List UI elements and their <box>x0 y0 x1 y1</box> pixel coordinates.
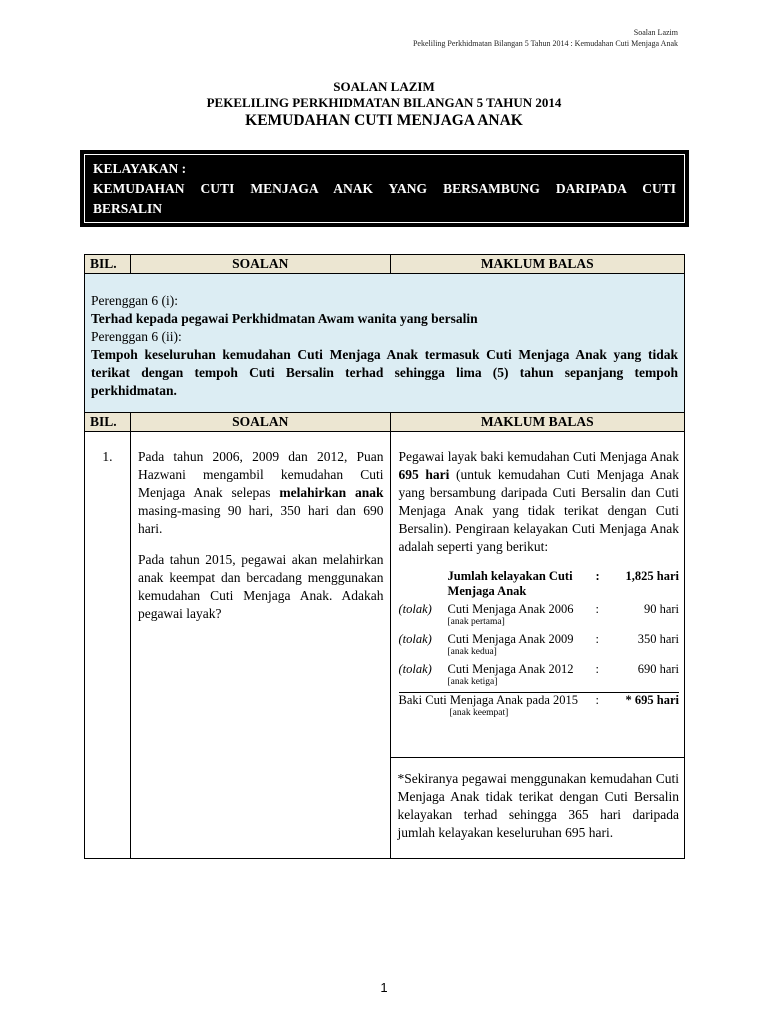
question-emphasis: melahirkan anak <box>279 485 384 500</box>
para2-label: Perenggan 6 (ii): <box>91 329 182 344</box>
calc-colon: : <box>595 632 599 646</box>
calc-prefix: (tolak) <box>398 632 432 646</box>
calc-deduction-value: 350 hari <box>637 632 679 646</box>
header-bil-2: BIL. <box>85 413 131 432</box>
question-paragraph-1: Pada tahun 2006, 2009 dan 2012, Puan Hazwani mengambil kemudahan Cuti Menjaga Anak selepas melahirkan anak masing-masing 90 hari, 350 hari dan 690 hari. <box>137 449 384 536</box>
running-header-title: Soalan Lazim <box>633 28 678 37</box>
header-soalan-2: SOALAN <box>130 413 390 432</box>
calc-colon: : <box>595 569 600 583</box>
eligibility-heading: KELAYAKAN : <box>93 161 187 176</box>
para2-text: Tempoh keseluruhan kemudahan Cuti Menjaga Anak termasuk Cuti Menjaga Anak yang tidak terikat dengan tempoh Cuti Bersalin terhad sehingga lima (5) tahun sepanjang tempoh perkhidmatan. <box>91 347 678 398</box>
calc-deduction-label: Cuti Menjaga Anak 2006 [anak pertama] <box>447 602 574 627</box>
calc-deduction-row <box>399 662 679 692</box>
calc-balance-value: * 695 hari <box>625 693 679 707</box>
table-header-row <box>85 255 685 274</box>
para1-text: Terhad kepada pegawai Perkhidmatan Awam wanita yang bersalin <box>91 311 478 326</box>
doc-title-line2: PEKELILING PERKHIDMATAN BILANGAN 5 TAHUN 2014 <box>206 95 562 110</box>
calc-total-row <box>399 569 679 602</box>
calc-total-label: Jumlah kelayakan Cuti Menjaga Anak <box>447 569 573 598</box>
running-header-subtitle: Pekeliling Perkhidmatan Bilangan 5 Tahun 2014 : Kemudahan Cuti Menjaga Anak <box>412 39 678 48</box>
calculation-block <box>399 569 679 724</box>
calc-total-value: 1,825 hari <box>625 569 679 583</box>
header-maklum-balas-2: MAKLUM BALAS <box>390 413 684 432</box>
calc-deduction-value: 90 hari <box>643 602 679 616</box>
answer-emphasis: 695 hari <box>398 467 450 482</box>
header-maklum-balas: MAKLUM BALAS <box>390 255 684 274</box>
table-header-row-2 <box>85 413 685 432</box>
doc-title-line3: KEMUDAHAN CUTI MENJAGA ANAK <box>245 112 523 129</box>
calc-prefix: (tolak) <box>398 662 432 676</box>
eligibility-text-line1: KEMUDAHAN CUTI MENJAGA ANAK YANG BERSAMBUNG DARIPADA CUTI <box>93 181 676 196</box>
para1-label: Perenggan 6 (i): <box>91 293 178 308</box>
calc-colon: : <box>595 602 599 616</box>
page-number: 1 <box>380 980 388 995</box>
calc-deduction-row <box>399 602 679 632</box>
info-cell <box>85 274 685 413</box>
table-row <box>85 432 685 859</box>
calc-deduction-row <box>399 632 679 662</box>
calc-deduction-label: Cuti Menjaga Anak 2009 [anak kedua] <box>447 632 574 657</box>
answer-note: *Sekiranya pegawai menggunakan kemudahan Cuti Menjaga Anak tidak terikat dengan Cuti Bersalin kelayakan terhad sehingga 365 hari daripada jumlah kelayakan keseluruhan 695 hari. <box>390 757 685 842</box>
header-bil: BIL. <box>85 255 131 274</box>
calc-deduction-value: 690 hari <box>637 662 679 676</box>
calc-deduction-label: Cuti Menjaga Anak 2012 [anak ketiga] <box>447 662 574 687</box>
info-row <box>85 274 685 413</box>
calc-balance-label: Baki Cuti Menjaga Anak pada 2015 [anak keempat] <box>398 693 578 718</box>
question-cell <box>130 432 390 859</box>
eligibility-box-inner <box>84 154 685 223</box>
eligibility-box <box>80 150 689 227</box>
calc-colon: : <box>595 662 599 676</box>
answer-cell <box>390 432 684 859</box>
row-number: 1. <box>85 432 131 859</box>
doc-title-line1: SOALAN LAZIM <box>333 79 435 94</box>
question-paragraph-2: Pada tahun 2015, pegawai akan melahirkan anak keempat dan bercadang menggunakan kemudahan Cuti Menjaga Anak. Adakah pegawai layak? <box>137 552 384 621</box>
calc-prefix: (tolak) <box>398 602 432 616</box>
calc-balance-row <box>399 692 679 724</box>
eligibility-text-line2: BERSALIN <box>93 201 163 216</box>
faq-table <box>84 254 685 859</box>
calc-colon: : <box>595 693 599 707</box>
answer-intro: Pegawai layak baki kemudahan Cuti Menjaga Anak 695 hari (untuk kemudahan Cuti Menjaga Anak yang bersambung daripada Cuti Bersalin dan Cuti Menjaga Anak yang tidak terikat dengan Cuti Bersalin). Pengiraan kelayakan Cuti Menjaga Anak adalah seperti yang berikut: <box>398 449 679 554</box>
header-soalan: SOALAN <box>130 255 390 274</box>
